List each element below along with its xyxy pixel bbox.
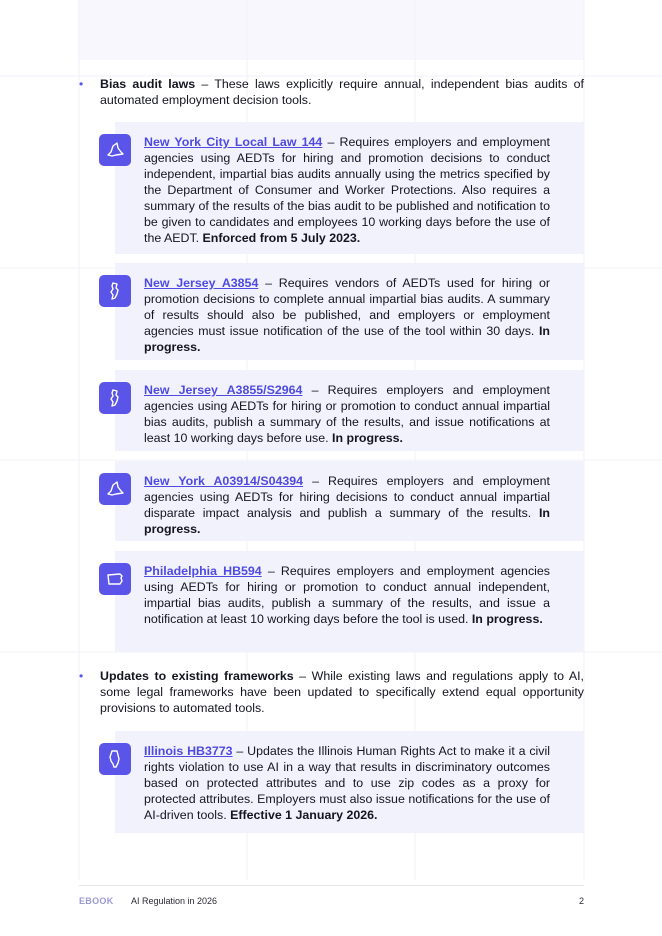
law-card-nj-a3854 (115, 263, 584, 360)
illinois-state-icon (99, 743, 131, 775)
law-link-nj-a3855[interactable]: New Jersey A3855/S2964 (144, 383, 303, 397)
new-jersey-state-icon (99, 275, 131, 307)
law-card-ny-a03914 (115, 461, 584, 541)
bullet-heading: Updates to existing frameworks (100, 669, 294, 683)
bullet-bias-audit-laws (79, 76, 584, 108)
new-york-state-icon (99, 134, 131, 166)
bullet-text: – While existing laws and regulations apply to AI, some legal frameworks have been updated to specifically extend equal opportunity provisions to automated tools. (100, 669, 584, 715)
bullet-dot: • (79, 77, 84, 91)
law-link-illinois-hb3773[interactable]: Illinois HB3773 (144, 744, 233, 758)
bullet-dot: • (79, 669, 84, 683)
law-description: – Requires vendors of AEDTs used for hiring or promotion decisions to complete annual impartial bias audits. A summary of results should also be published, and employers or employment agencies must issue notification of the use of the tool within 30 days. (144, 276, 550, 338)
law-status: In progress. (144, 324, 550, 354)
law-status: In progress. (144, 506, 550, 536)
pennsylvania-state-icon (99, 563, 131, 595)
law-link-nj-a3854[interactable]: New Jersey A3854 (144, 276, 259, 290)
page-footer (79, 885, 584, 906)
law-status: In progress. (332, 431, 403, 445)
new-york-state-icon (99, 473, 131, 505)
bullet-updates-to-frameworks (79, 668, 584, 716)
law-description: – Requires employers and employment agencies using AEDTs for hiring or promotion to conduct annual impartial bias audits, publish a summary of the results, and issue notifications at least 10 working days before use. (144, 383, 550, 445)
law-status: Enforced from 5 July 2023. (202, 231, 361, 245)
law-status: Effective 1 January 2026. (230, 808, 378, 822)
law-description: – Requires employers and employment agencies using AEDTs for hiring decisions to conduct annual impartial disparate impact analysis and publish a summary of the results. (144, 474, 550, 520)
law-description: – Requires employers and employment agencies using AEDTs for hiring or promotion to conduct annual independent, impartial bias audits, publish a summary of the results, and issue a notification at least 10 working days before the tool is used. (144, 564, 550, 626)
law-description: – Updates the Illinois Human Rights Act to make it a civil rights violation to use AI in a way that results in discriminatory outcomes based on protected attributes and to use zip codes as a proxy for protected attributes. Employers must also issue notifications for the use of AI-driven tools. (144, 744, 550, 822)
law-link-philadelphia-hb594[interactable]: Philadelphia HB594 (144, 564, 262, 578)
law-description: – Requires employers and employment agencies using AEDTs for hiring and promotion decisions to conduct independent, impartial bias audits annually using the metrics specified by the Department of Consumer and Worker Protections. Also requires a summary of the results of the bias audit to be published and notification to be given to candidates and employees 10 working days before the use of the AEDT. (144, 135, 550, 245)
law-link-nyc-ll144[interactable]: New York City Local Law 144 (144, 135, 323, 149)
law-card-illinois-hb3773 (115, 731, 584, 833)
bullet-text: – These laws explicitly require annual, independent bias audits of automated employment decision tools. (100, 77, 584, 107)
footer-title: AI Regulation in 2026 (131, 896, 218, 906)
law-status: In progress. (471, 612, 543, 626)
new-jersey-state-icon (99, 382, 131, 414)
bullet-heading: Bias audit laws (100, 77, 196, 91)
page-number: 2 (578, 896, 584, 906)
law-card-nj-a3855 (115, 370, 584, 451)
law-card-nyc-ll144 (115, 122, 584, 254)
law-link-ny-a03914[interactable]: New York A03914/S04394 (144, 474, 304, 488)
footer-label: EBOOK (79, 896, 114, 906)
law-card-philadelphia-hb594 (115, 551, 584, 652)
